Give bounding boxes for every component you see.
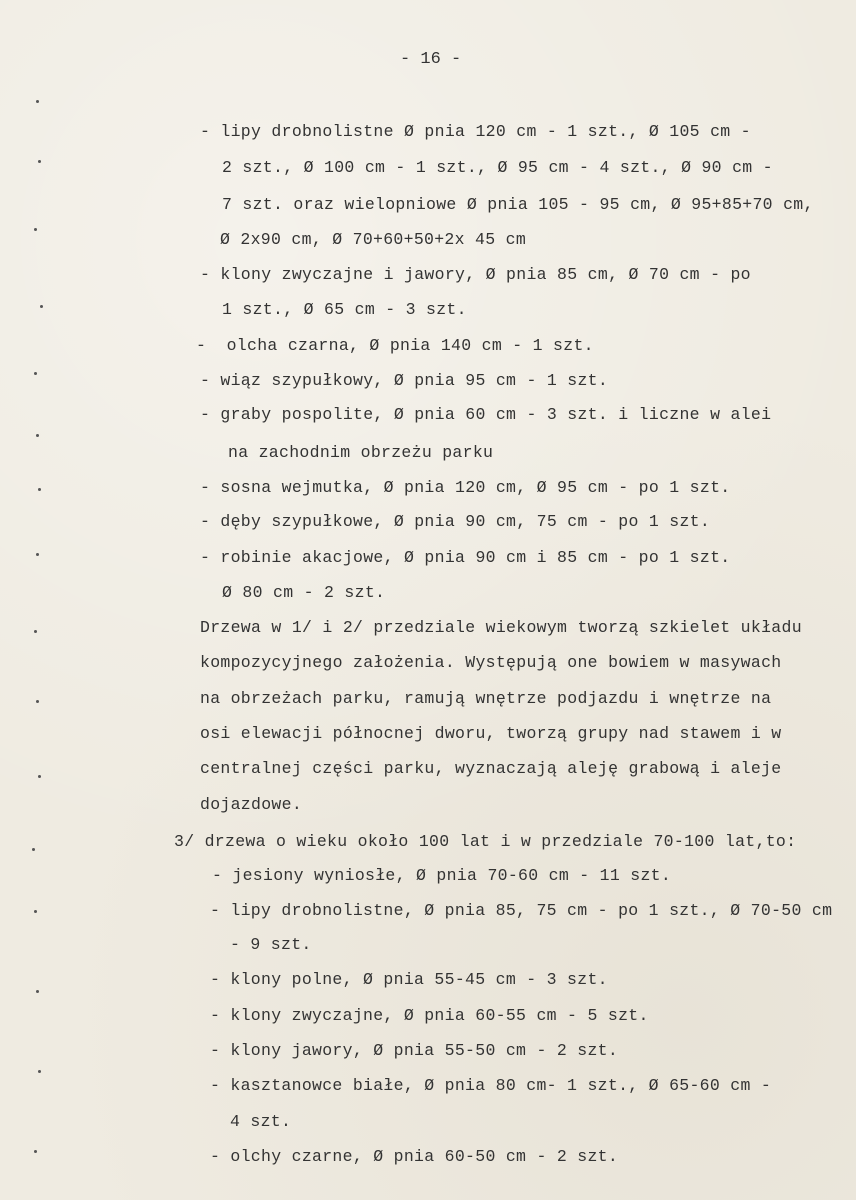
margin-dot (34, 372, 37, 375)
margin-dot (34, 1150, 37, 1153)
text-line: 4 szt. (230, 1112, 292, 1131)
text-line: - jesiony wyniosłe, Ø pnia 70-60 cm - 11 szt. (212, 866, 672, 885)
text-line: Drzewa w 1/ i 2/ przedziale wiekowym tworzą szkielet układu (200, 618, 802, 637)
text-line: - kasztanowce białe, Ø pnia 80 cm- 1 szt., Ø 65-60 cm - (210, 1076, 772, 1095)
text-line: - dęby szypułkowe, Ø pnia 90 cm, 75 cm - po 1 szt. (200, 512, 711, 531)
margin-dot (38, 160, 41, 163)
margin-dot (36, 100, 39, 103)
text-line: - klony zwyczajne i jawory, Ø pnia 85 cm, Ø 70 cm - po (200, 265, 751, 284)
margin-dot (40, 305, 43, 308)
text-line: 2 szt., Ø 100 cm - 1 szt., Ø 95 cm - 4 szt., Ø 90 cm - (222, 158, 773, 177)
text-line: - robinie akacjowe, Ø pnia 90 cm i 85 cm - po 1 szt. (200, 548, 731, 567)
text-line: - klony zwyczajne, Ø pnia 60-55 cm - 5 szt. (210, 1006, 649, 1025)
text-line: - lipy drobnolistne, Ø pnia 85, 75 cm - po 1 szt., Ø 70-50 cm (210, 901, 833, 920)
text-line: - sosna wejmutka, Ø pnia 120 cm, Ø 95 cm - po 1 szt. (200, 478, 731, 497)
text-line: dojazdowe. (200, 795, 303, 814)
margin-dot (34, 630, 37, 633)
page-number: - 16 - (400, 50, 462, 69)
text-line: Ø 80 cm - 2 szt. (222, 583, 386, 602)
text-line: na obrzeżach parku, ramują wnętrze podjazdu i wnętrze na (200, 689, 772, 708)
text-line: - graby pospolite, Ø pnia 60 cm - 3 szt. i liczne w alei (200, 405, 772, 424)
text-line: - olcha czarna, Ø pnia 140 cm - 1 szt. (196, 336, 594, 355)
margin-dot (36, 553, 39, 556)
margin-dot (38, 488, 41, 491)
text-line: - wiąz szypułkowy, Ø pnia 95 cm - 1 szt. (200, 371, 609, 390)
text-line: Ø 2x90 cm, Ø 70+60+50+2x 45 cm (220, 230, 527, 249)
text-line: 3/ drzewa o wieku około 100 lat i w przedziale 70-100 lat,to: (174, 832, 797, 851)
margin-dot (36, 700, 39, 703)
text-line: - klony polne, Ø pnia 55-45 cm - 3 szt. (210, 970, 608, 989)
margin-dot (34, 910, 37, 913)
margin-dot (38, 775, 41, 778)
text-line: centralnej części parku, wyznaczają aleję grabową i aleje (200, 759, 782, 778)
margin-dot (32, 848, 35, 851)
text-line: 1 szt., Ø 65 cm - 3 szt. (222, 300, 467, 319)
text-line: na zachodnim obrzeżu parku (228, 443, 494, 462)
text-line: - olchy czarne, Ø pnia 60-50 cm - 2 szt. (210, 1147, 619, 1166)
margin-dot (36, 434, 39, 437)
text-line: osi elewacji północnej dworu, tworzą grupy nad stawem i w (200, 724, 782, 743)
margin-dot (34, 228, 37, 231)
margin-dot (36, 990, 39, 993)
text-line: - lipy drobnolistne Ø pnia 120 cm - 1 szt., Ø 105 cm - (200, 122, 751, 141)
text-line: 7 szt. oraz wielopniowe Ø pnia 105 - 95 cm, Ø 95+85+70 cm, (222, 195, 814, 214)
text-line: kompozycyjnego założenia. Występują one bowiem w masywach (200, 653, 782, 672)
margin-dot (38, 1070, 41, 1073)
text-line: - klony jawory, Ø pnia 55-50 cm - 2 szt. (210, 1041, 619, 1060)
text-line: - 9 szt. (230, 935, 312, 954)
